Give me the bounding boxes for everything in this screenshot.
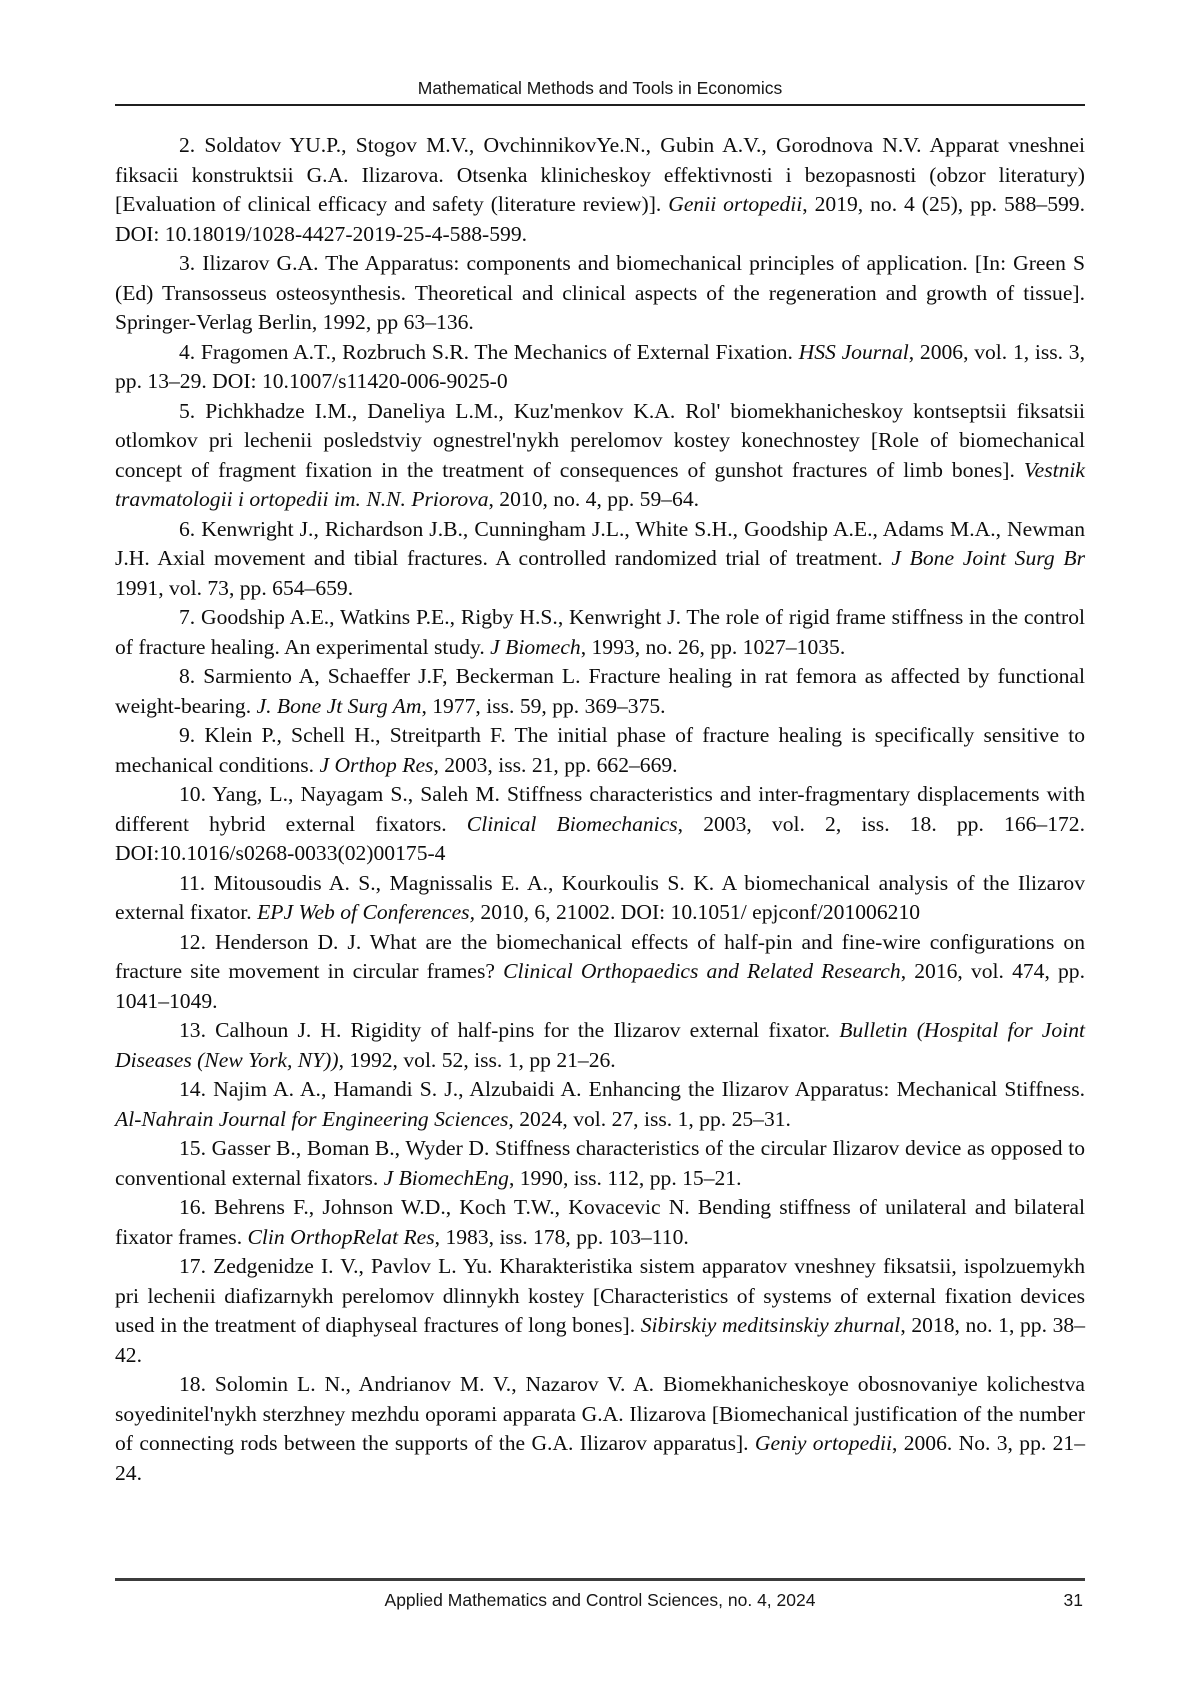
reference-text: , 2019, no. 4 (25), pp. 588–599. DOI: 10.18019/1028-4427-2019-25-4-588-599. [115,192,1085,246]
reference-item [115,721,1085,780]
reference-text: 17. Zedgenidze I. V., Pavlov L. Yu. Kharakteristika sistem apparatov vneshney fiksatsii, ispolzuemykh pri lechenii diafizarnykh perelomov dlinnykh kostey [Characteristics of systems of external fixation devices used in the treatment of diaphyseal fractures of long bones]. [115,1254,1085,1337]
reference-item [115,928,1085,1017]
reference-item [115,515,1085,604]
journal-title-italic: EPJ Web of Conferences, [257,900,475,924]
reference-text: 2010, 6, 21002. DOI: 10.1051/ epjconf/201006210 [475,900,921,924]
reference-text: , 2016, vol. 474, pp. 1041–1049. [115,959,1085,1013]
reference-item [115,131,1085,249]
reference-text: 1991, vol. 73, pp. 654–659. [115,575,354,600]
reference-text: 9. Klein P., Schell H., Streitparth F. The initial phase of fracture healing is specifically sensitive to mechanical conditions. [115,723,1085,777]
reference-item [115,1134,1085,1193]
journal-title-italic: HSS Journal [798,339,909,364]
journal-title-italic: Clinical Biomechanics [466,811,678,836]
journal-title-italic: J. Bone Jt Surg Am [256,693,422,718]
reference-text: 7. Goodship A.E., Watkins P.E., Rigby H.S., Kenwright J. The role of rigid frame stiffness in the control of fracture healing. An experimental study. [115,605,1085,659]
journal-title-italic: Bulletin (Hospital for Joint Diseases (New York, NY)) [115,1018,1085,1072]
reference-item [115,1075,1085,1134]
reference-text: , 1993, no. 26, pp. 1027–1035. [580,634,846,659]
reference-text: , 2006. No. 3, pp. 21–24. [115,1431,1085,1485]
reference-text: 13. Calhoun J. H. Rigidity of half-pins for the Ilizarov external fixator. [179,1018,840,1042]
reference-text: 14. Najim A. A., Hamandi S. J., Alzubaidi A. Enhancing the Ilizarov Apparatus: Mechanical Stiffness. [179,1077,1085,1101]
reference-item [115,1016,1085,1075]
reference-item [115,1252,1085,1370]
reference-text: , 2024, vol. 27, iss. 1, pp. 25–31. [508,1106,791,1131]
reference-text: 18. Solomin L. N., Andrianov M. V., Nazarov V. A. Biomekhanicheskoye obosnovaniye kolichestva soyedinitel'nykh sterzhney mezhdu oporami apparata G.A. Ilizarova [Biomechanical justification of the number of connecting rods between the supports of the G.A. Ilizarov apparatus]. [115,1372,1085,1455]
reference-text: , 2018, no. 1, pp. 38–42. [115,1313,1085,1367]
reference-text: , 2003, vol. 2, iss. 18. pp. 166–172. DOI:10.1016/s0268-0033(02)00175-4 [115,811,1085,865]
reference-text: , 2006, vol. 1, iss. 3, pp. 13–29. DOI: 10.1007/s11420-006-9025-0 [115,339,1085,393]
footer-page-number: 31 [1063,1590,1083,1610]
reference-text: 4. Fragomen A.T., Rozbruch S.R. The Mechanics of External Fixation. [179,339,799,364]
reference-text: , 1990, iss. 112, pp. 15–21. [508,1165,742,1190]
journal-title-italic: J Bone Joint Surg Br [891,546,1085,570]
journal-title-italic: Genii ortopedii [668,192,803,216]
journal-title-italic: J Biomech [490,634,581,659]
footer-journal-line: Applied Mathematics and Control Sciences, no. 4, 2024 [384,1590,816,1610]
reference-item [115,603,1085,662]
references-list [115,131,1085,1488]
journal-title-italic: Geniy ortopedii [754,1431,892,1455]
reference-text: 6. Kenwright J., Richardson J.B., Cunningham J.L., White S.H., Goodship A.E., Adams M.A., Newman J.H. Axial movement and tibial fractures. A controlled randomized trial of treatment. [115,516,1085,570]
reference-text: 12. Henderson D. J. What are the biomechanical effects of half-pin and fine-wire configurations on fracture site movement in circular frames? [115,929,1085,983]
reference-text: 15. Gasser B., Boman B., Wyder D. Stiffness characteristics of the circular Ilizarov device as opposed to conventional external fixators. [115,1136,1085,1190]
journal-title-italic: Vestnik travmatologii i ortopedii im. N.N. Priorova [115,457,1085,511]
reference-item [115,1193,1085,1252]
journal-title-italic: Clinical Orthopaedics and Related Research [503,959,901,983]
reference-text: 5. Pichkhadze I.M., Daneliya L.M., Kuz'menkov K.A. Rol' biomekhanicheskoy kontseptsii fiksatsii otlomkov pri lechenii posledstviy ognestrel'nykh perelomov kostey konechnostey [Role of biomechanical concept of fragment fixation in the treatment of consequences of gunshot fractures of limb bones]. [115,398,1085,482]
reference-text: , 2003, iss. 21, pp. 662–669. [433,752,678,777]
reference-item [115,869,1085,928]
journal-title-italic: J BiomechEng [383,1165,509,1190]
reference-item [115,249,1085,338]
reference-text: , 1983, iss. 178, pp. 103–110. [434,1224,689,1249]
reference-text: , 1992, vol. 52, iss. 1, pp 21–26. [338,1047,616,1072]
reference-text: 10. Yang, L., Nayagam S., Saleh M. Stiffness characteristics and inter-fragmentary displacements with different hybrid external fixators. [115,782,1085,836]
reference-item [115,1370,1085,1488]
reference-text: 8. Sarmiento A, Schaeffer J.F, Beckerman L. Fracture healing in rat femora as affected by functional weight-bearing. [115,664,1085,718]
reference-text: , 1977, iss. 59, pp. 369–375. [421,693,666,718]
running-title: Mathematical Methods and Tools in Economics [417,78,783,98]
page-header [115,78,1085,106]
reference-text: 11. Mitousoudis A. S., Magnissalis E. A., Kourkoulis S. K. A biomechanical analysis of the Ilizarov external fixator. [115,870,1085,924]
reference-text: 16. Behrens F., Johnson W.D., Koch T.W., Kovacevic N. Bending stiffness of unilateral and bilateral fixator frames. [115,1195,1085,1249]
reference-text: 2. Soldatov YU.P., Stogov M.V., OvchinnikovYe.N., Gubin A.V., Gorodnova N.V. Apparat vneshnei fiksacii konstruktsii G.A. Ilizarova. Otsenka klinicheskoy effektivnosti i bezopasnosti (obzor literatury) [Evaluation of clinical efficacy and safety (literature review)]. [115,133,1085,216]
journal-title-italic: Sibirskiy meditsinskiy zhurnal [640,1313,901,1337]
reference-text: , 2010, no. 4, pp. 59–64. [488,487,700,511]
reference-item [115,397,1085,515]
reference-text: 3. Ilizarov G.A. The Apparatus: components and biomechanical principles of application. [In: Green S (Ed) Transosseus osteosynthesis. Theoretical and clinical aspects of the regeneration and growth of tissue]. Springer-Verlag Berlin, 1992, pp 63–136. [115,251,1085,334]
journal-title-italic: Al-Nahrain Journal for Engineering Sciences [115,1106,509,1131]
page-footer [115,1578,1085,1611]
reference-item [115,780,1085,869]
journal-title-italic: Clin OrthopRelat Res [247,1224,435,1249]
reference-item [115,338,1085,397]
journal-title-italic: J Orthop Res [319,752,434,777]
reference-item [115,662,1085,721]
